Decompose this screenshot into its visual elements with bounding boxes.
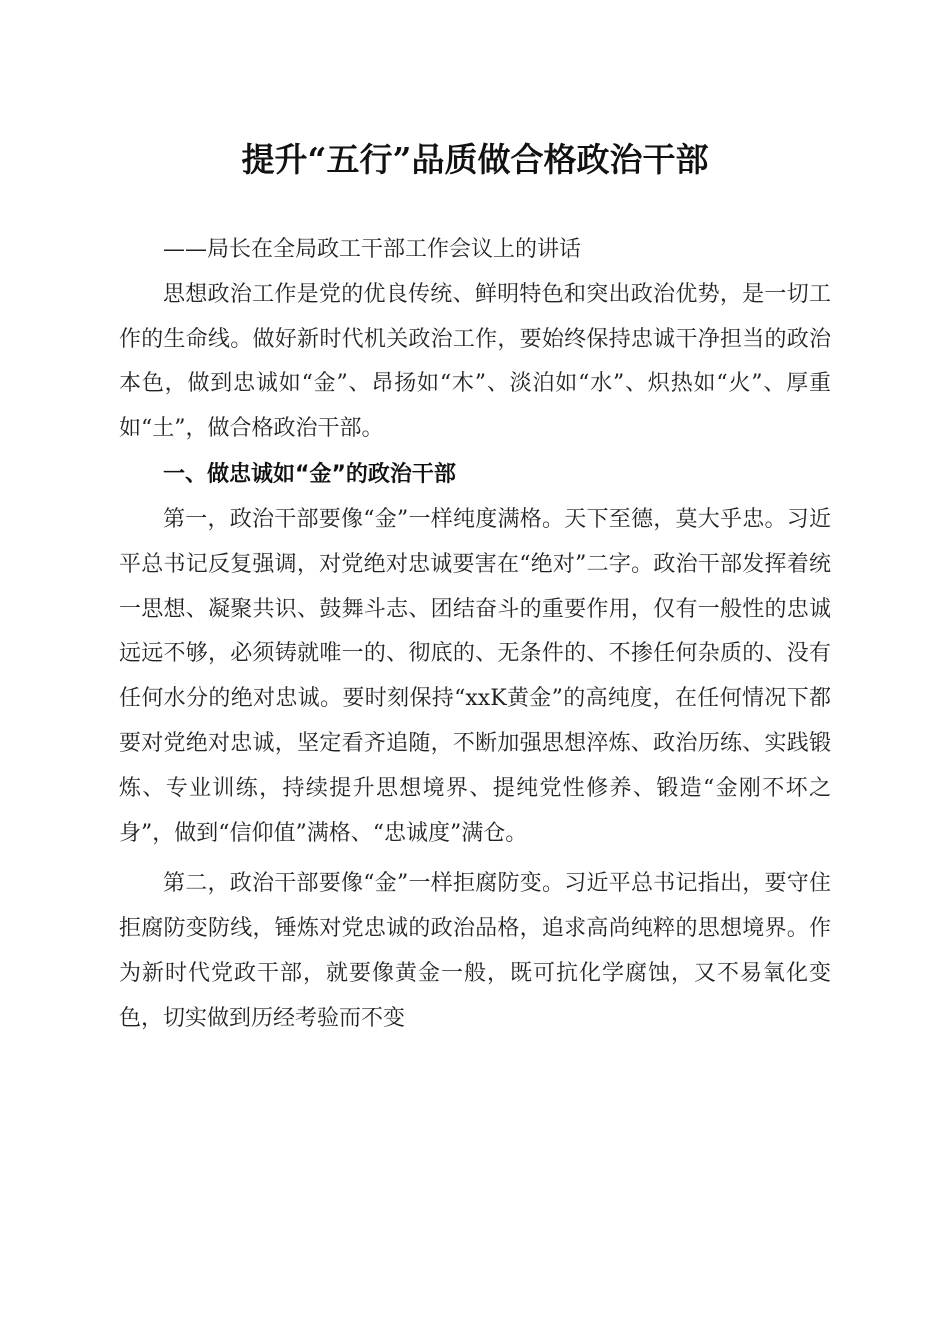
section-heading: 一、做忠诚如“金”的政治干部 xyxy=(163,461,456,487)
document-title: 提升“五行”品质做合格政治干部 xyxy=(241,140,709,179)
document-subtitle: ——局长在全局政工干部工作会议上的讲话 xyxy=(163,237,582,262)
intro-paragraph: 思想政治工作是党的优良传统、鲜明特色和突出政治优势，是一切工作的生命线。做好新时代机关政治工作，要始终保持忠诚干净担当的政治本色，做到忠诚如“金”、昂扬如“木”、淡泊如“水”、炽热如“火”、厚重如“土”，做合格政治干部。 xyxy=(119,281,831,442)
section-paragraph-2: 第二，政治干部要像“金”一样拒腐防变。习近平总书记指出，要守住拒腐防变防线，锤炼对党忠诚的政治品格，追求高尚纯粹的思想境界。作为新时代党政干部，就要像黄金一般，既可抗化学腐蚀，又不易氧化变色，切实做到历经考验而不变 xyxy=(119,871,831,1031)
section-paragraph-1: 第一，政治干部要像“金”一样纯度满格。天下至德，莫大乎忠。习近平总书记反复强调，对党绝对忠诚要害在“绝对”二字。政治干部发挥着统一思想、凝聚共识、鼓舞斗志、团结奋斗的重要作用，仅有一般性的忠诚远远不够，必须铸就唯一的、彻底的、无条件的、不掺任何杂质的、没有任何水分的绝对忠诚。要时刻保持“xxK黄金”的高纯度，在任何情况下都要对党绝对忠诚，坚定看齐追随，不断加强思想淬炼、政治历练、实践锻炼、专业训练，持续提升思想境界、提纯党性修养、锻造“金刚不坏之身”，做到“信仰值”满格、“忠诚度”满仓。 xyxy=(119,506,831,846)
document-body xyxy=(119,228,831,1042)
